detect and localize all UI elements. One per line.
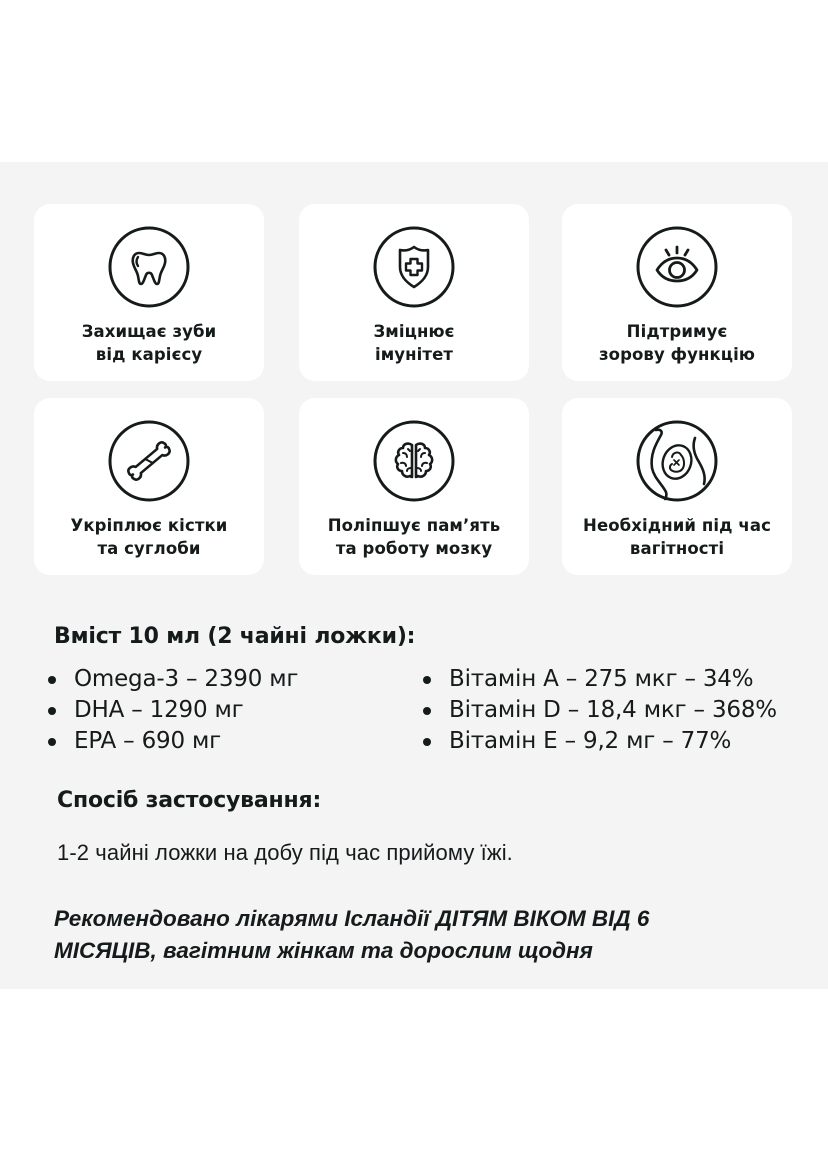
benefit-label: Зміцнює імунітет [373, 322, 455, 364]
benefit-label: Укріплює кістки та суглоби [70, 516, 228, 558]
benefit-label: Захищає зуби від карієсу [81, 322, 217, 364]
tooth-icon [108, 226, 190, 308]
benefit-label: Поліпшує пам’ять та роботу мозку [327, 516, 501, 558]
benefit-label: Підтримує зорову функцію [598, 322, 756, 364]
bullet-icon [48, 676, 56, 684]
benefit-card-brain [299, 398, 529, 575]
usage-heading: Спосіб застосування: [57, 788, 322, 813]
benefit-card-bones [34, 398, 264, 575]
benefit-label: Необхідний під час вагітності [583, 516, 771, 558]
list-item: DHA – 1290 мг [48, 695, 298, 726]
contents-heading: Вміст 10 мл (2 чайні ложки): [54, 624, 416, 649]
bullet-icon [423, 738, 431, 746]
pregnancy-icon [636, 420, 718, 502]
list-item: EPA – 690 мг [48, 726, 298, 757]
benefit-card-pregnancy [562, 398, 792, 575]
list-item: Вітамін E – 9,2 мг – 77% [423, 726, 777, 757]
list-item: Вітамін D – 18,4 мкг – 368% [423, 695, 777, 726]
contents-list-right [423, 664, 777, 757]
shield-plus-icon [373, 226, 455, 308]
benefit-card-vision [562, 204, 792, 381]
bullet-icon [423, 707, 431, 715]
brain-icon [373, 420, 455, 502]
list-item: Вітамін A – 275 мкг – 34% [423, 664, 777, 695]
benefit-card-immunity [299, 204, 529, 381]
bone-icon [108, 420, 190, 502]
eye-icon [636, 226, 718, 308]
recommendation-text: Рекомендовано лікарями Ісландії ДІТЯМ ВІКОМ ВІД 6 МІСЯЦІВ, вагітним жінкам та дорослим щодня [54, 906, 650, 963]
benefit-card-teeth [34, 204, 264, 381]
list-item: Omega-3 – 2390 мг [48, 664, 298, 695]
bullet-icon [423, 676, 431, 684]
bullet-icon [48, 707, 56, 715]
contents-list-left [48, 664, 298, 757]
usage-text: 1-2 чайні ложки на добу під час прийому їжі. [57, 840, 513, 865]
bullet-icon [48, 738, 56, 746]
